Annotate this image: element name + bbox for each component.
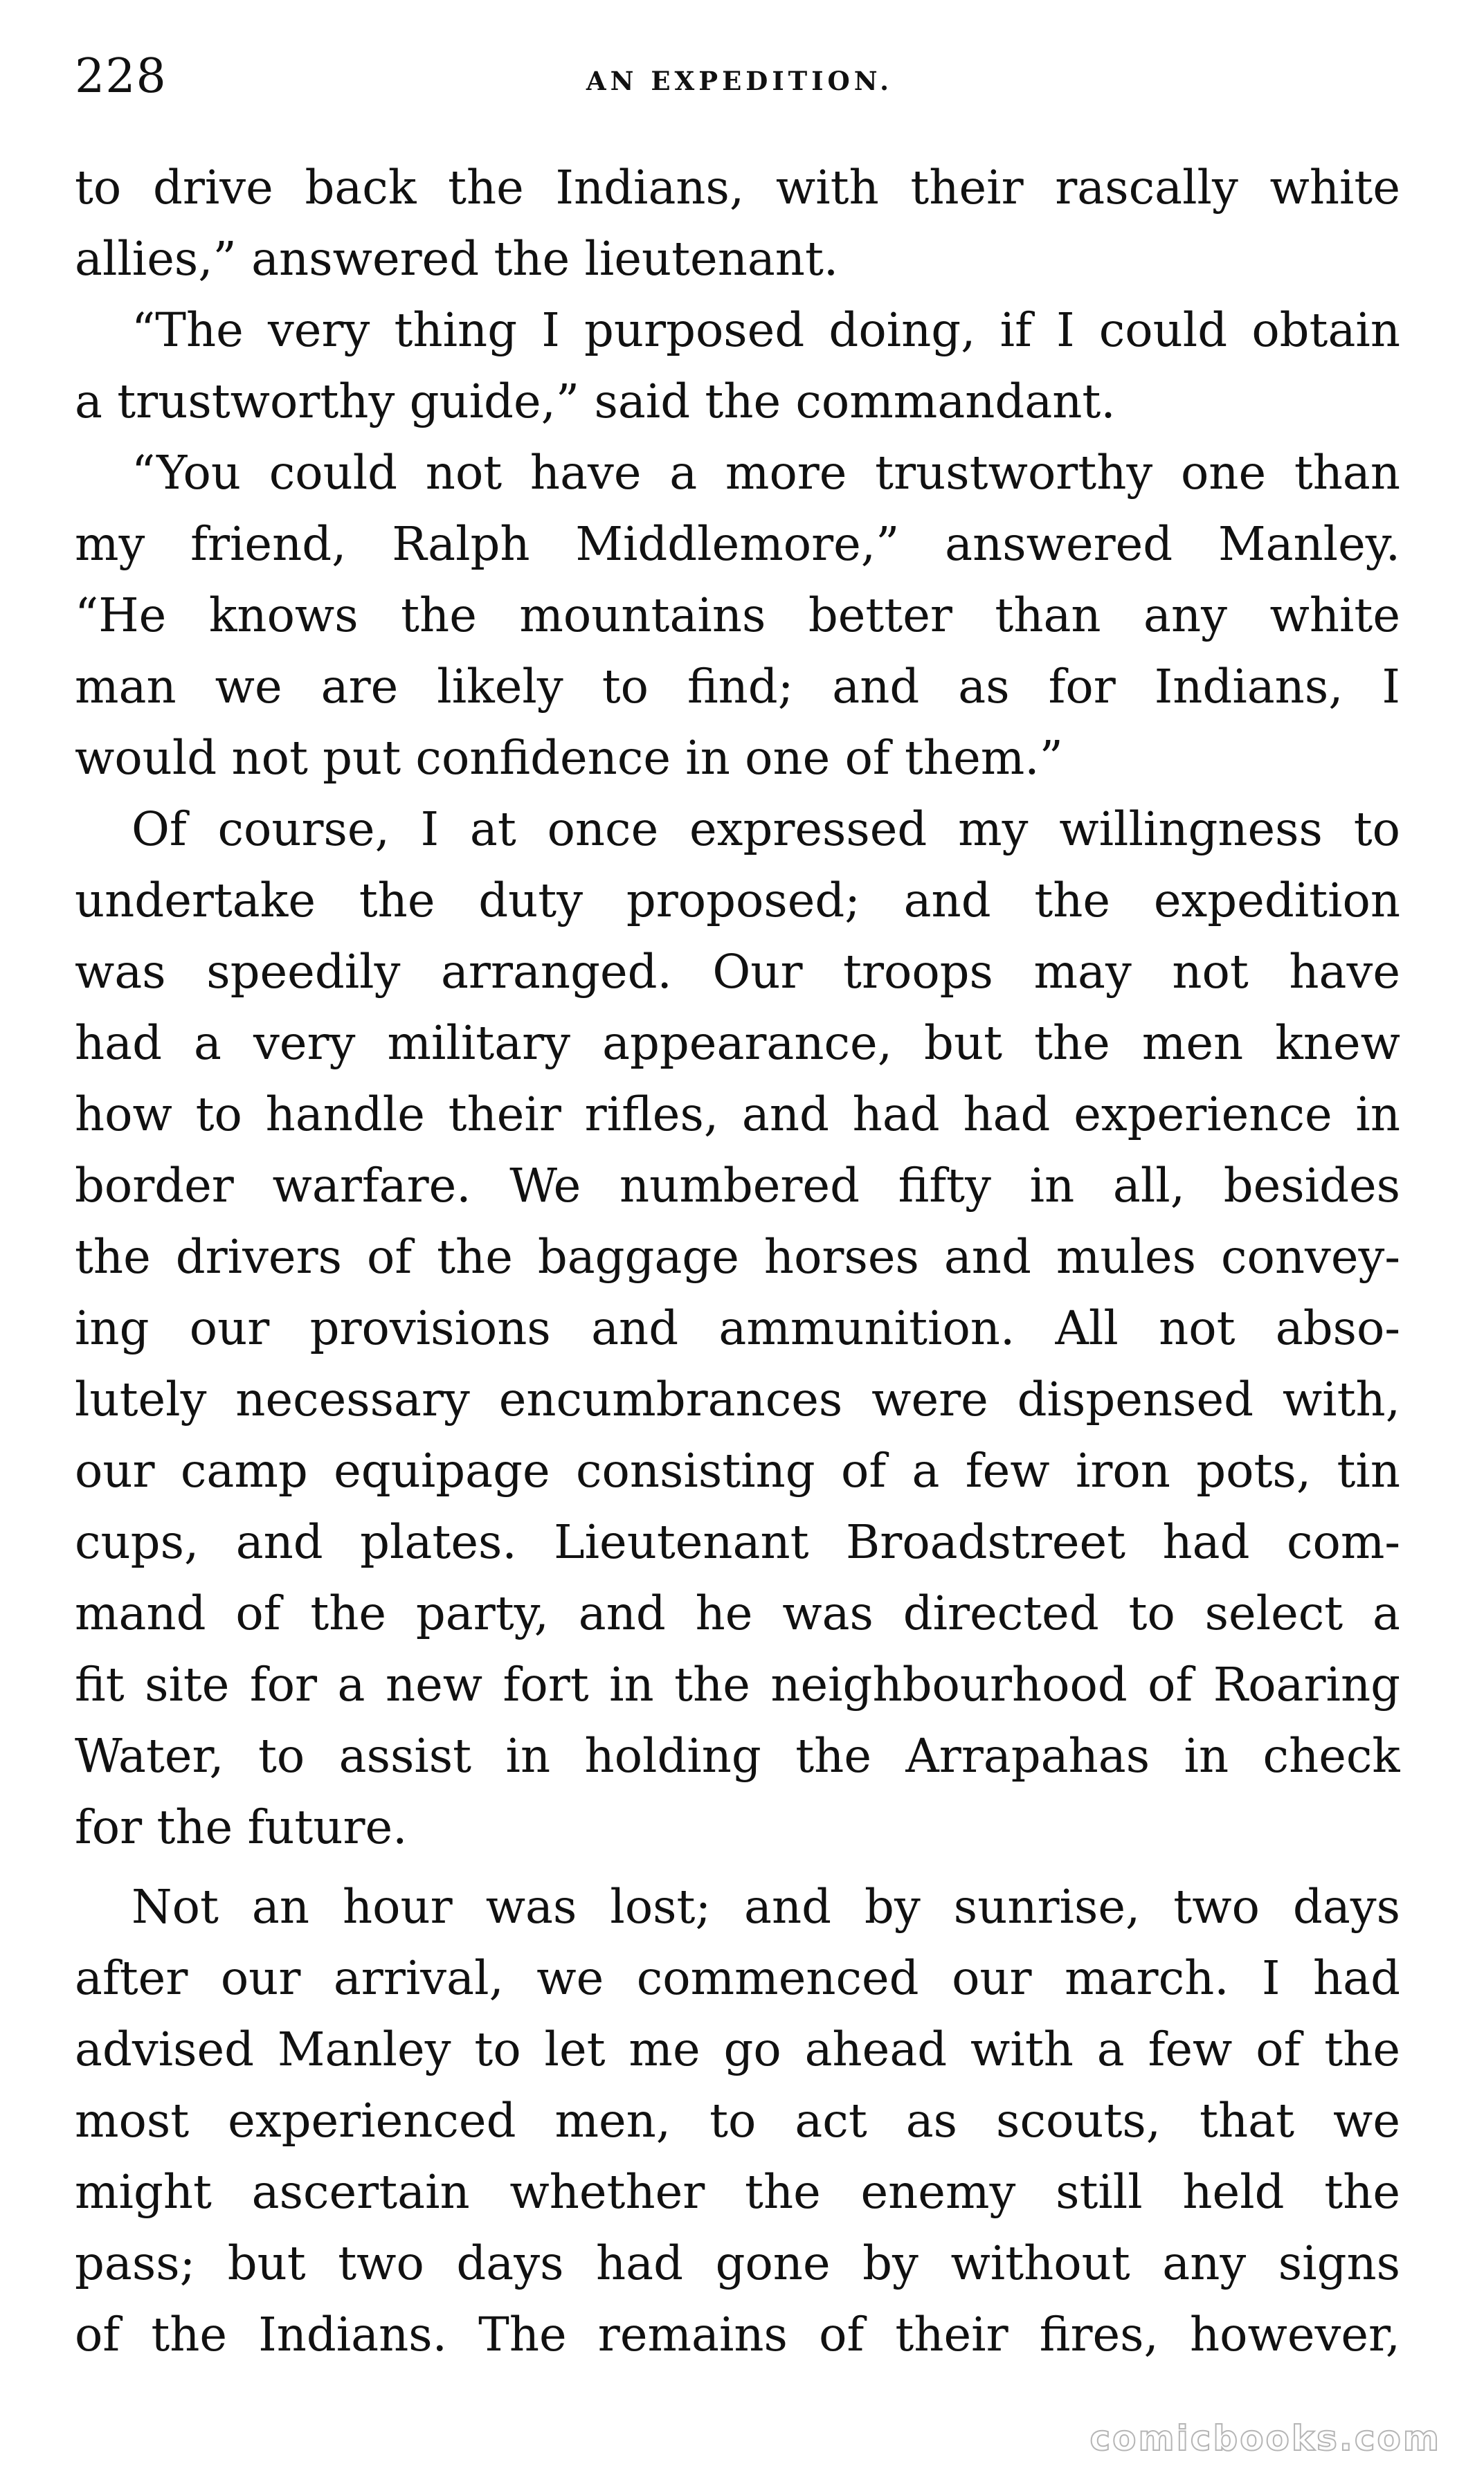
text-line: how to handle their rifles, and had had experience in xyxy=(75,1087,1400,1141)
page-number: 228 xyxy=(75,49,167,104)
body-text xyxy=(75,152,1400,2371)
text-line: “You could not have a more trustworthy one than xyxy=(132,446,1400,500)
text-line: Water, to assist in holding the Arrapahas in check xyxy=(75,1729,1400,1783)
text-line: mand of the party, and he was directed to select a xyxy=(75,1586,1400,1640)
text-line: might ascertain whether the enemy still held the xyxy=(75,2165,1400,2219)
text-line: “He knows the mountains better than any white xyxy=(75,588,1400,642)
text-line: our camp equipage consisting of a few iron pots, tin xyxy=(75,1444,1400,1498)
text-line: fit site for a new fort in the neighbourhood of Roaring xyxy=(75,1658,1400,1712)
text-line: after our arrival, we commenced our march. I had xyxy=(75,1951,1400,2005)
text-line: cups, and plates. Lieutenant Broadstreet had com- xyxy=(75,1515,1400,1569)
text-line: to drive back the Indians, with their rascally white xyxy=(75,161,1400,215)
text-line: ing our provisions and ammunition. All not abso- xyxy=(75,1301,1400,1355)
watermark: comicbooks.com xyxy=(1089,2418,1441,2458)
text-line: advised Manley to let me go ahead with a few of the xyxy=(75,2022,1400,2076)
text-line: Not an hour was lost; and by sunrise, two days xyxy=(132,1880,1400,1934)
text-line: for the future. xyxy=(75,1800,408,1854)
running-head: AN EXPEDITION. xyxy=(586,66,894,96)
text-line: man we are likely to find; and as for Indians, I xyxy=(75,660,1400,714)
text-line: border warfare. We numbered fifty in all, besides xyxy=(75,1159,1400,1213)
text-line: the drivers of the baggage horses and mules convey- xyxy=(75,1230,1400,1284)
text-line: would not put confidence in one of them.” xyxy=(75,731,1063,785)
text-line: was speedily arranged. Our troops may not have xyxy=(75,945,1400,999)
text-line: allies,” answered the lieutenant. xyxy=(75,232,839,286)
text-line: lutely necessary encumbrances were dispensed with, xyxy=(75,1373,1400,1426)
text-line: Of course, I at once expressed my willingness to xyxy=(132,802,1400,856)
text-line: undertake the duty proposed; and the expedition xyxy=(75,873,1400,927)
text-line: my friend, Ralph Middlemore,” answered Manley. xyxy=(75,517,1400,571)
text-line: a trustworthy guide,” said the commandant. xyxy=(75,374,1116,428)
text-line: of the Indians. The remains of their fires, however, xyxy=(75,2308,1400,2362)
text-line: had a very military appearance, but the men knew xyxy=(75,1016,1400,1070)
text-line: most experienced men, to act as scouts, that we xyxy=(75,2094,1400,2148)
text-line: “The very thing I purposed doing, if I could obtain xyxy=(132,303,1400,357)
text-line: pass; but two days had gone by without any signs xyxy=(75,2236,1400,2290)
page-header xyxy=(75,46,1404,115)
